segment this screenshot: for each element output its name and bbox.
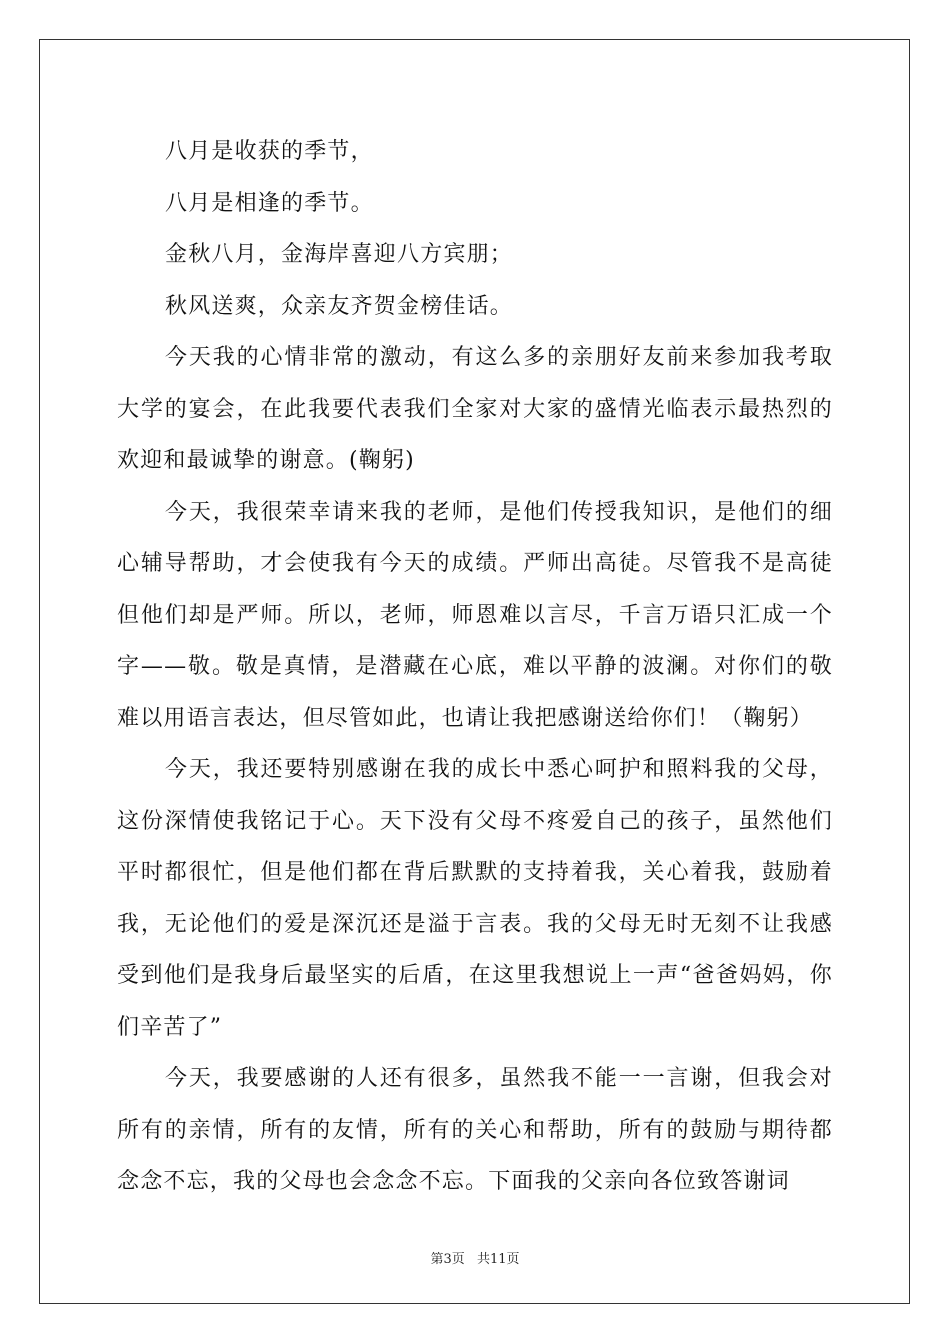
paragraph: 今天，我很荣幸请来我的老师，是他们传授我知识，是他们的细心辅导帮助，才会使我有今天的成绩。严师出高徒。尽管我不是高徒但他们却是严师。所以，老师，师恩难以言尽，千言万语只汇成一个字——敬。敬是真情，是潜藏在心底，难以平静的波澜。对你们的敬难以用语言表达，但尽管如此，也请让我把感谢送给你们！（鞠躬） <box>117 499 833 731</box>
paragraph: 今天，我要感谢的人还有很多，虽然我不能一一言谢，但我会对所有的亲情，所有的友情，所有的关心和帮助，所有的鼓励与期待都念念不忘，我的父母也会念念不忘。下面我的父亲向各位致答谢词 <box>117 1066 833 1194</box>
paragraph: 金秋八月，金海岸喜迎八方宾朋； <box>165 242 514 267</box>
page-footer <box>0 1248 950 1267</box>
paragraph: 八月是相逢的季节。 <box>165 190 374 216</box>
page-total: 共11页 <box>476 1252 520 1267</box>
paragraph: 八月是收获的季节， <box>165 139 374 164</box>
page-number: 第3页 <box>430 1252 465 1267</box>
paragraph: 今天我的心情非常的激动，有这么多的亲朋好友前来参加我考取大学的宴会，在此我要代表我们全家对大家的盛情光临表示最热烈的欢迎和最诚挚的谢意。(鞠躬) <box>117 345 833 473</box>
paragraph: 今天，我还要特别感谢在我的成长中悉心呵护和照料我的父母，这份深情使我铭记于心。天下没有父母不疼爱自己的孩子，虽然他们平时都很忙，但是他们都在背后默默的支持着我，关心着我，鼓励着我，无论他们的爱是深沉还是溢于言表。我的父母无时无刻不让我感受到他们是我身后最坚实的后盾，在这里我想说上一声“爸爸妈妈，你们辛苦了” <box>117 757 833 1040</box>
document-body <box>117 126 833 1208</box>
paragraph: 秋风送爽，众亲友齐贺金榜佳话。 <box>165 293 514 319</box>
